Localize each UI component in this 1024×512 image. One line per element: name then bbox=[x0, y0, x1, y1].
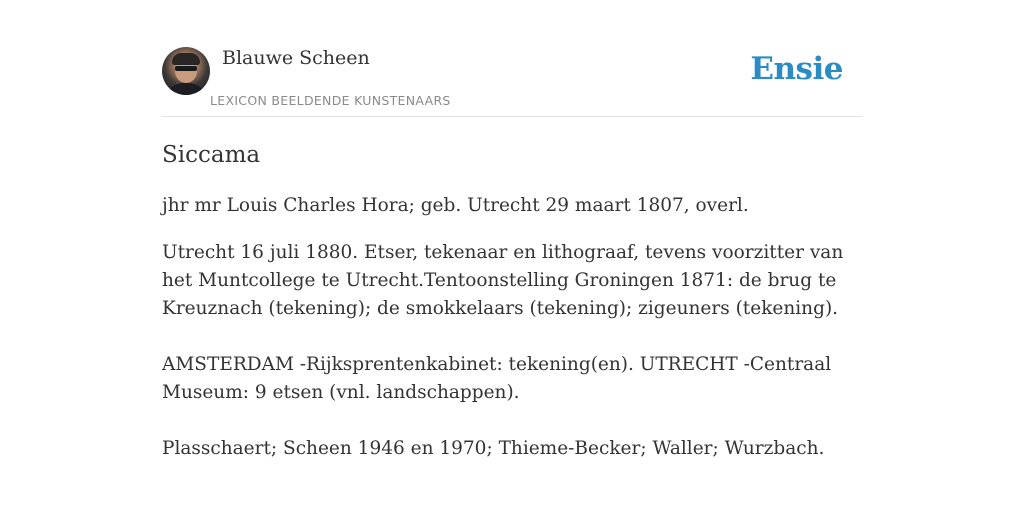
publication-label[interactable]: LEXICON BEELDENDE KUNSTENAARS bbox=[210, 93, 451, 108]
ensie-logo[interactable]: Ensie bbox=[750, 51, 843, 87]
header bbox=[162, 0, 862, 117]
article-intro: jhr mr Louis Charles Hora; geb. Utrecht 29 maart 1807, overl. bbox=[162, 195, 749, 216]
article-container bbox=[162, 0, 862, 459]
article-title: Siccama bbox=[162, 142, 261, 168]
author-avatar[interactable] bbox=[162, 47, 210, 95]
avatar-shirt bbox=[164, 83, 208, 95]
article-body: Utrecht 16 juli 1880. Etser, tekenaar en lithograaf, tevens voorzitter van het Muntcollege te Utrecht.Tentoonstelling Groningen 1871: de brug te Kreuznach (tekening); de smokkelaars (tekening); zigeuners (tekening). AMSTERDAM -Rijksprentenkabinet: tekening(en). UTRECHT -Centraal Museum: 9 etsen (vnl. landschappen). Plasschaert; Scheen 1946 en 1970; Thieme-Becker; Waller; Wurzbach. bbox=[162, 242, 844, 459]
avatar-glasses bbox=[175, 66, 197, 71]
author-name[interactable]: Blauwe Scheen bbox=[222, 47, 370, 69]
avatar-hair bbox=[172, 53, 200, 65]
